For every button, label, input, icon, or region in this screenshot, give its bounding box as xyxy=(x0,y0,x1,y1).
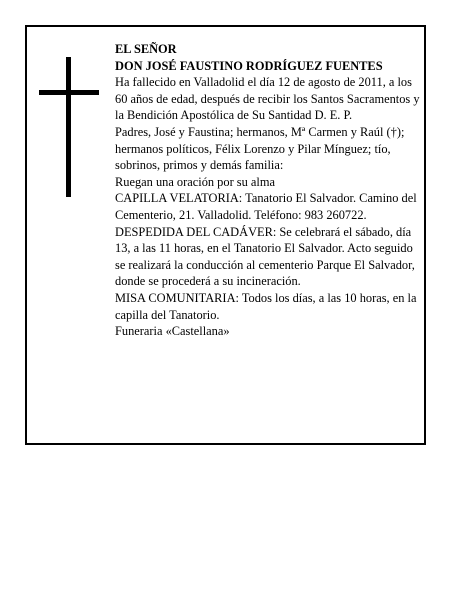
latin-cross-icon xyxy=(39,57,99,197)
cross-vertical-bar xyxy=(66,57,71,197)
obituary-notice xyxy=(25,25,426,445)
death-announcement: Ha fallecido en Valladolid el día 12 de agosto de 2011, a los 60 años de edad, después de recibir los Santos Sacramentos y la Bendición Apostólica de Su Santidad D. E. P. xyxy=(115,75,420,123)
community-mass: MISA COMUNITARIA: Todos los días, a las 10 horas, en la capilla del Tanatorio. xyxy=(115,290,417,322)
family-members: Padres, José y Faustina; hermanos, Mª Carmen y Raúl (†); hermanos políticos, Félix Lorenzo y Pilar Mínguez; tío, sobrinos, primos y demás familia: xyxy=(115,124,405,173)
funeral-home: Funeraria «Castellana» xyxy=(115,324,230,339)
obituary-text xyxy=(115,41,423,340)
title-line-name: DON JOSÉ FAUSTINO RODRÍGUEZ FUENTES xyxy=(115,58,383,73)
cross-horizontal-bar xyxy=(39,90,99,95)
prayer-request: Ruegan una oración por su alma xyxy=(115,174,275,189)
title-line-honorific: EL SEÑOR xyxy=(115,42,177,56)
farewell-details: DESPEDIDA DEL CADÁVER: Se celebrará el sábado, día 13, a las 11 horas, en el Tanatorio El Salvador. Acto seguido se realizará la conducción al cementerio Parque El Salvador, donde se procederá a su incineración. xyxy=(115,224,415,289)
wake-location: CAPILLA VELATORIA: Tanatorio El Salvador. Camino del Cementerio, 21. Valladolid. Teléfono: 983 260722. xyxy=(115,191,417,222)
